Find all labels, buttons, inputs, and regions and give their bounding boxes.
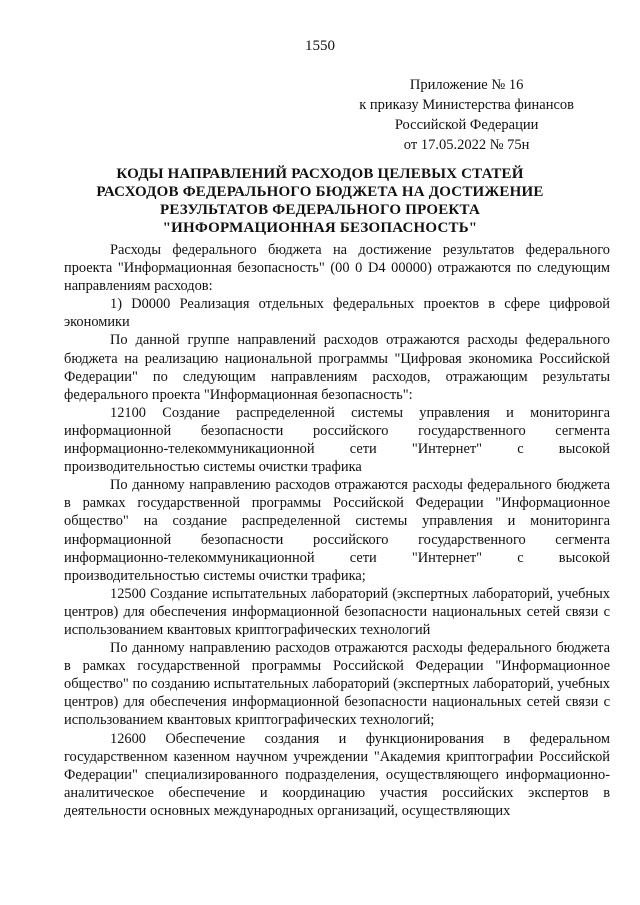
title-line: "ИНФОРМАЦИОННАЯ БЕЗОПАСНОСТЬ" [162,220,478,236]
appendix-line: к приказу Министерства финансов [359,97,574,113]
appendix-block [359,75,574,155]
document-body [64,241,610,820]
paragraph: 12600 Обеспечение создания и функционирования в федеральном государственном казенном научном учреждении "Академия криптографии Российской Федерации" специализированного подразделения, осуществляющего информационно-аналитическое обеспечение и координацию участия российских экспертов в деятельности основных международных организаций, осуществляющих [64,730,610,819]
page-number: 1550 [305,38,335,54]
title-line: РЕЗУЛЬТАТОВ ФЕДЕРАЛЬНОГО ПРОЕКТА [160,202,480,218]
paragraph: По данному направлению расходов отражаются расходы федерального бюджета в рамках государственной программы Российской Федерации "Информационное общество" на создание распределенной системы управления и мониторинга информационной безопасности российского государственного сегмента информационно-телекоммуникационной сети "Интернет" с высокой производительностью системы очистки трафика; [64,477,610,584]
paragraph: 12100 Создание распределенной системы управления и мониторинга информационной безопасности российского государственного сегмента информационно-телекоммуникационной сети "Интернет" с высокой производительностью системы очистки трафика [64,404,610,476]
appendix-line: Российской Федерации [394,117,539,133]
appendix-line: от 17.05.2022 № 75н [403,137,530,153]
paragraph: 1) D0000 Реализация отдельных федеральных проектов в сфере цифровой экономики [64,296,610,331]
appendix-line: Приложение № 16 [409,77,524,93]
paragraph: По данной группе направлений расходов отражаются расходы федерального бюджета на реализацию национальной программы "Цифровая экономика Российской Федерации" по следующим направлениям расходов, отражающим результаты федерального проекта "Информационная безопасность": [64,332,610,403]
paragraph: 12500 Создание испытательных лабораторий (экспертных лабораторий, учебных центров) для обеспечения информационной безопасности национальных сетей связи с использованием квантовых криптографических технологий [64,585,610,638]
paragraph: Расходы федерального бюджета на достижение результатов федерального проекта "Информационная безопасность" (00 0 D4 00000) отражаются по следующим направлениям расходов: [64,242,610,295]
document-title [60,165,580,237]
title-line: РАСХОДОВ ФЕДЕРАЛЬНОГО БЮДЖЕТА НА ДОСТИЖЕНИЕ [96,184,544,200]
title-line: КОДЫ НАПРАВЛЕНИЙ РАСХОДОВ ЦЕЛЕВЫХ СТАТЕЙ [116,166,524,182]
paragraph: По данному направлению расходов отражаются расходы федерального бюджета в рамках государственной программы Российской Федерации "Информационное общество" по созданию испытательных лабораторий (экспертных лабораторий, учебных центров) для обеспечения информационной безопасности национальных сетей связи с использованием квантовых криптографических технологий; [64,640,610,729]
